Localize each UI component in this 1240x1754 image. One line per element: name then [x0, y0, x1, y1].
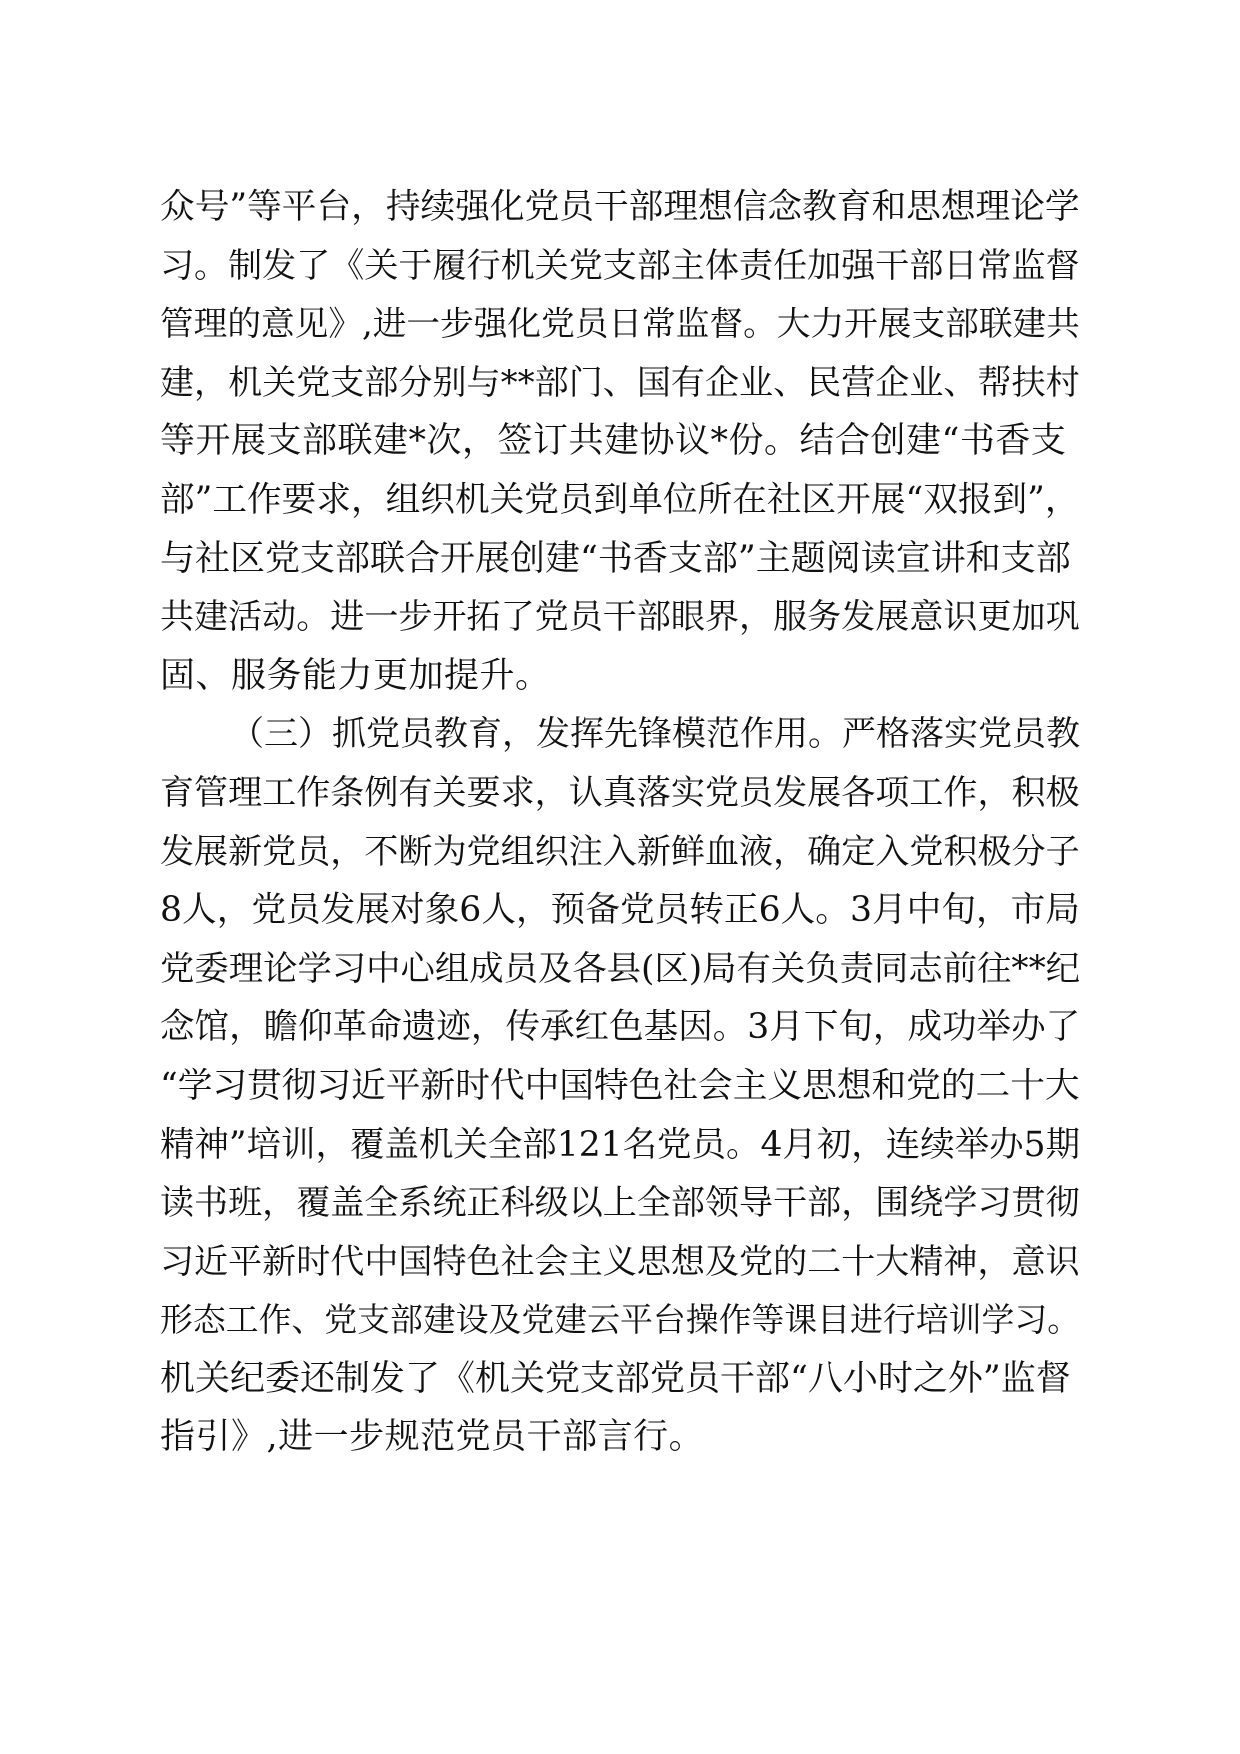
- text-line: 党委理论学习中心组成员及各县(区)局有关负责同志前往**纪: [160, 948, 1081, 989]
- text-line: 等开展支部联建*次，签订共建协议*份。结合创建“书香支: [160, 421, 1067, 462]
- section-heading-line: （三）抓党员教育，发挥先锋模范作用。严格落实党员教: [230, 714, 1080, 755]
- text-line: 机关纪委还制发了《机关党支部党员干部“八小时之外”监督: [160, 1358, 1071, 1399]
- text-line: 众号”等平台，持续强化党员干部理想信念教育和思想理论学: [160, 187, 1080, 227]
- text-line: 精神”培训，覆盖机关全部121名党员。4月初，连续举办5期: [160, 1124, 1081, 1165]
- text-line: “学习贯彻习近平新时代中国特色社会主义思想和党的二十大: [160, 1065, 1080, 1106]
- text-line: 与社区党支部联合开展创建“书香支部”主题阅读宣讲和支部: [160, 538, 1071, 579]
- body-text: [160, 178, 1080, 1467]
- text-line: 读书班，覆盖全系统正科级以上全部领导干部，围绕学习贯彻: [160, 1183, 1080, 1224]
- text-line: 习近平新时代中国特色社会主义思想及党的二十大精神，意识: [160, 1241, 1080, 1282]
- text-line: 习。制发了《关于履行机关党支部主体责任加强干部日常监督: [160, 245, 1080, 286]
- text-line: 发展新党员，不断为党组织注入新鲜血液，确定入党积极分子: [160, 831, 1080, 872]
- text-line: 管理的意见》,进一步强化党员日常监督。大力开展支部联建共: [160, 304, 1080, 344]
- text-line: 指引》,进一步规范党员干部言行。: [160, 1417, 705, 1458]
- text-line: 念馆，瞻仰革命遗迹，传承红色基因。3月下旬，成功举办了: [160, 1007, 1081, 1048]
- text-line: 固、服务能力更加提升。: [160, 655, 551, 696]
- text-line: 共建活动。进一步开拓了党员干部眼界，服务发展意识更加巩: [160, 597, 1080, 638]
- text-line: 8人，党员发展对象6人，预备党员转正6人。3月中旬，市局: [160, 890, 1080, 931]
- text-line: 建，机关党支部分别与**部门、国有企业、民营企业、帮扶村: [160, 362, 1080, 403]
- text-line: 形态工作、党支部建设及党建云平台操作等课目进行培训学习。: [160, 1300, 1081, 1340]
- text-line: 部”工作要求，组织机关党员到单位所在社区开展“双报到”，: [160, 479, 1080, 520]
- text-line: 育管理工作条例有关要求，认真落实党员发展各项工作，积极: [160, 772, 1080, 813]
